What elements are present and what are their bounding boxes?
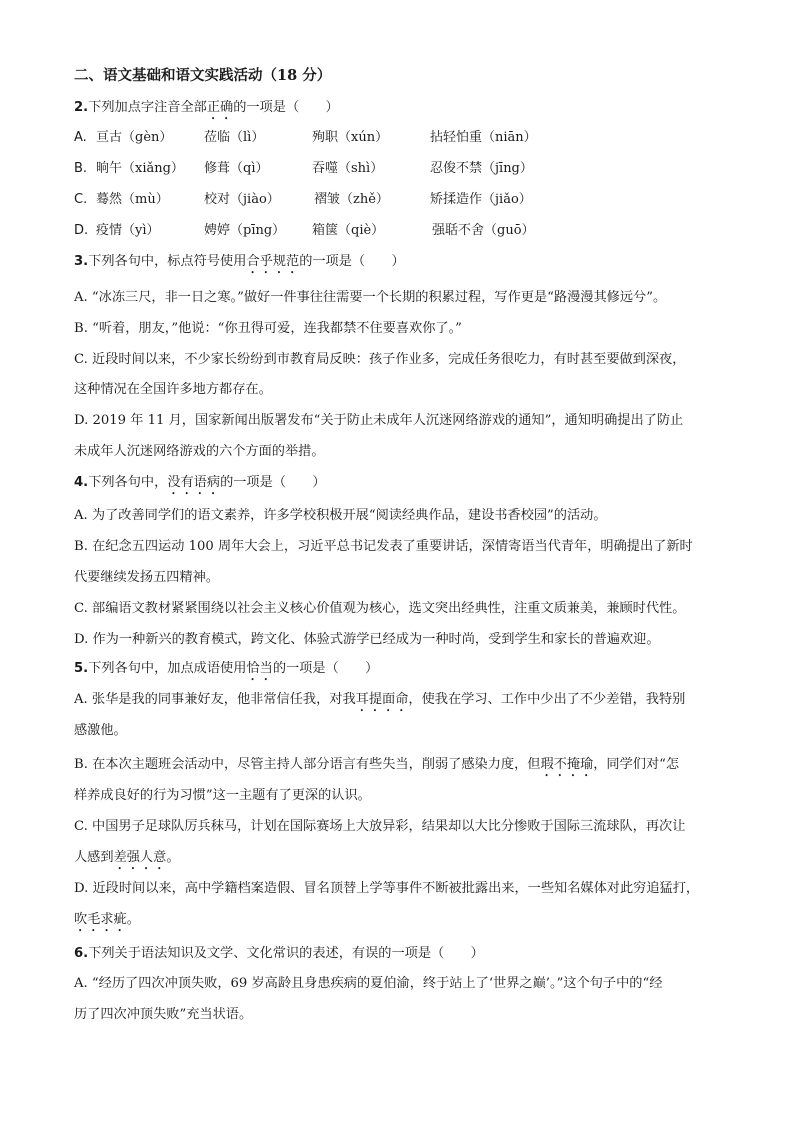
stem-text: 的一项是（ ）	[220, 475, 326, 490]
q3-option-d: D. 2019 年 11 月，国家新闻出版署发布“关于防止未成年人沉迷网络游戏的通知”，通知明确提出了防止	[74, 413, 684, 428]
option-item: 校对（jiào）	[204, 192, 280, 207]
question-3-stem	[74, 253, 405, 277]
question-6-stem	[74, 945, 484, 963]
q6-option-a: A. “经历了四次冲顶失败，69 岁高龄且身患疾病的夏伯渝，终于站上了‘世界之巅’。”这个句子中的“经	[74, 976, 663, 991]
dotted-idiom: 吹毛求疵	[74, 912, 127, 927]
q3-option-b: B. “听着，朋友，”他说：“你丑得可爱，连我都禁不住要喜欢你了。”	[74, 321, 462, 336]
q3-option-d-cont: 未成年人沉迷网络游戏的六个方面的举措。	[74, 444, 325, 459]
option-text: 人感到	[74, 850, 114, 865]
dotted-text: 恰当	[246, 661, 273, 676]
q4-option-b-cont: 代要继续发扬五四精神。	[74, 570, 220, 585]
q5-option-a	[74, 691, 685, 715]
q4-option-a: A. 为了改善同学们的语文素养，许多学校积极开展“阅读经典作品，建设书香校园”的活动。	[74, 508, 607, 523]
question-number: 2.	[74, 100, 89, 115]
option-item: 箱箧（qiè）	[312, 223, 385, 238]
q5-option-a-cont: 感激他。	[74, 723, 127, 738]
question-number: 4.	[74, 475, 89, 490]
q6-option-a-cont: 历了四次冲顶失败”充当状语。	[74, 1007, 253, 1022]
q5-option-b	[74, 756, 679, 780]
option-item: 矫揉造作（jiǎo）	[430, 192, 532, 207]
stem-text: 的一项是（ ）	[272, 661, 379, 676]
option-text: 。	[126, 912, 140, 927]
option-item: 娉婷（pīng）	[204, 223, 286, 238]
q5-option-d: D. 近段时间以来，高中学籍档案造假、冒名顶替上学等事件不断被批露出来，一些知名媒体对此穷追猛打，	[74, 881, 700, 896]
q3-option-c-cont: 这种情况在全国许多地方都存在。	[74, 382, 272, 397]
option-item: 晌午（xiǎng）	[96, 161, 184, 176]
option-text: ，同学们对“怎	[593, 757, 680, 772]
option-item: 拈轻怕重（niān）	[430, 130, 537, 145]
option-letter: C.	[74, 192, 88, 207]
dotted-text: 没有语病	[167, 475, 221, 490]
q5-option-c-cont	[74, 849, 180, 873]
q5-option-b-cont: 样养成良好的行为习惯”这一主题有了更深的认识。	[74, 788, 371, 803]
stem-text: 下列关于语法知识及文学、文化常识的表述，有误的一项是（ ）	[88, 946, 484, 961]
question-number: 3.	[74, 254, 89, 269]
stem-text: 下列各句中，	[88, 475, 168, 490]
q4-option-d: D. 作为一种新兴的教育模式，跨文化、体验式游学已经成为一种时尚，受到学生和家长的普遍欢迎。	[74, 632, 660, 647]
option-item: 修葺（qì）	[204, 161, 269, 176]
option-text: A. 张华是我的同事兼好友，他非常信任我，对我	[74, 692, 356, 707]
dotted-text: 合乎规范	[246, 254, 300, 269]
q5-option-c: C. 中国男子足球队厉兵秣马，计划在国际赛场上大放异彩，结果却以大比分惨败于国际三流球队，再次让	[74, 819, 686, 834]
q5-option-d-cont	[74, 911, 140, 935]
dotted-idiom: 瑕不掩瑜	[540, 757, 594, 772]
dotted-idiom: 差强人意	[113, 850, 167, 865]
option-item: 忍俊不禁（jīng）	[430, 161, 533, 176]
option-text: 。	[166, 850, 180, 865]
q3-option-a: A. “冰冻三尺，非一日之寒。”做好一件事往往需要一个长期的积累过程，写作更是“路漫漫其修远兮”。	[74, 290, 667, 305]
option-item: 殉职（xún）	[312, 130, 389, 145]
stem-text: 下列各句中，加点成语使用	[88, 661, 247, 676]
option-item: 褶皱（zhě）	[314, 192, 389, 207]
question-2-stem	[74, 99, 339, 123]
option-item: 疫情（yì）	[96, 223, 160, 238]
option-letter: A.	[74, 130, 87, 145]
section-title: 二、语文基础和语文实践活动（18 分）	[74, 67, 332, 84]
stem-text: 的一项是（ ）	[233, 100, 339, 115]
q4-option-b: B. 在纪念五四运动 100 周年大会上，习近平总书记发表了重要讲话，深情寄语当代青年，明确提出了新时	[74, 539, 693, 554]
q3-option-c: C. 近段时间以来，不少家长纷纷到市教育局反映：孩子作业多，完成任务很吃力，有时甚至要做到深夜，	[74, 352, 686, 367]
option-letter: B.	[74, 161, 88, 176]
option-text: ，使我在学习、工作中少出了不少差错，我特别	[408, 692, 686, 707]
question-number: 5.	[74, 661, 89, 676]
option-item: 强聒不舍（guō）	[432, 223, 535, 238]
option-item: 吞噬（shì）	[312, 161, 384, 176]
question-4-stem	[74, 474, 326, 498]
option-letter: D.	[74, 223, 89, 238]
dotted-idiom: 耳提面命	[355, 692, 409, 707]
question-5-stem	[74, 660, 378, 684]
q4-option-c: C. 部编语文教材紧紧围绕以社会主义核心价值观为核心，选文突出经典性，注重文质兼美，兼顾时代性。	[74, 601, 686, 616]
option-item: 亘古（gèn）	[96, 130, 173, 145]
stem-text: 下列加点字注音全部	[88, 100, 207, 115]
question-number: 6.	[74, 946, 89, 961]
option-text: B. 在本次主题班会活动中，尽管主持人部分语言有些失当，削弱了感染力度，但	[74, 757, 541, 772]
dotted-text: 正确	[206, 100, 234, 115]
stem-text: 的一项是（ ）	[299, 254, 405, 269]
option-item: 蓦然（mù）	[96, 192, 169, 207]
option-item: 莅临（lì）	[204, 130, 265, 145]
stem-text: 下列各句中，标点符号使用	[88, 254, 247, 269]
